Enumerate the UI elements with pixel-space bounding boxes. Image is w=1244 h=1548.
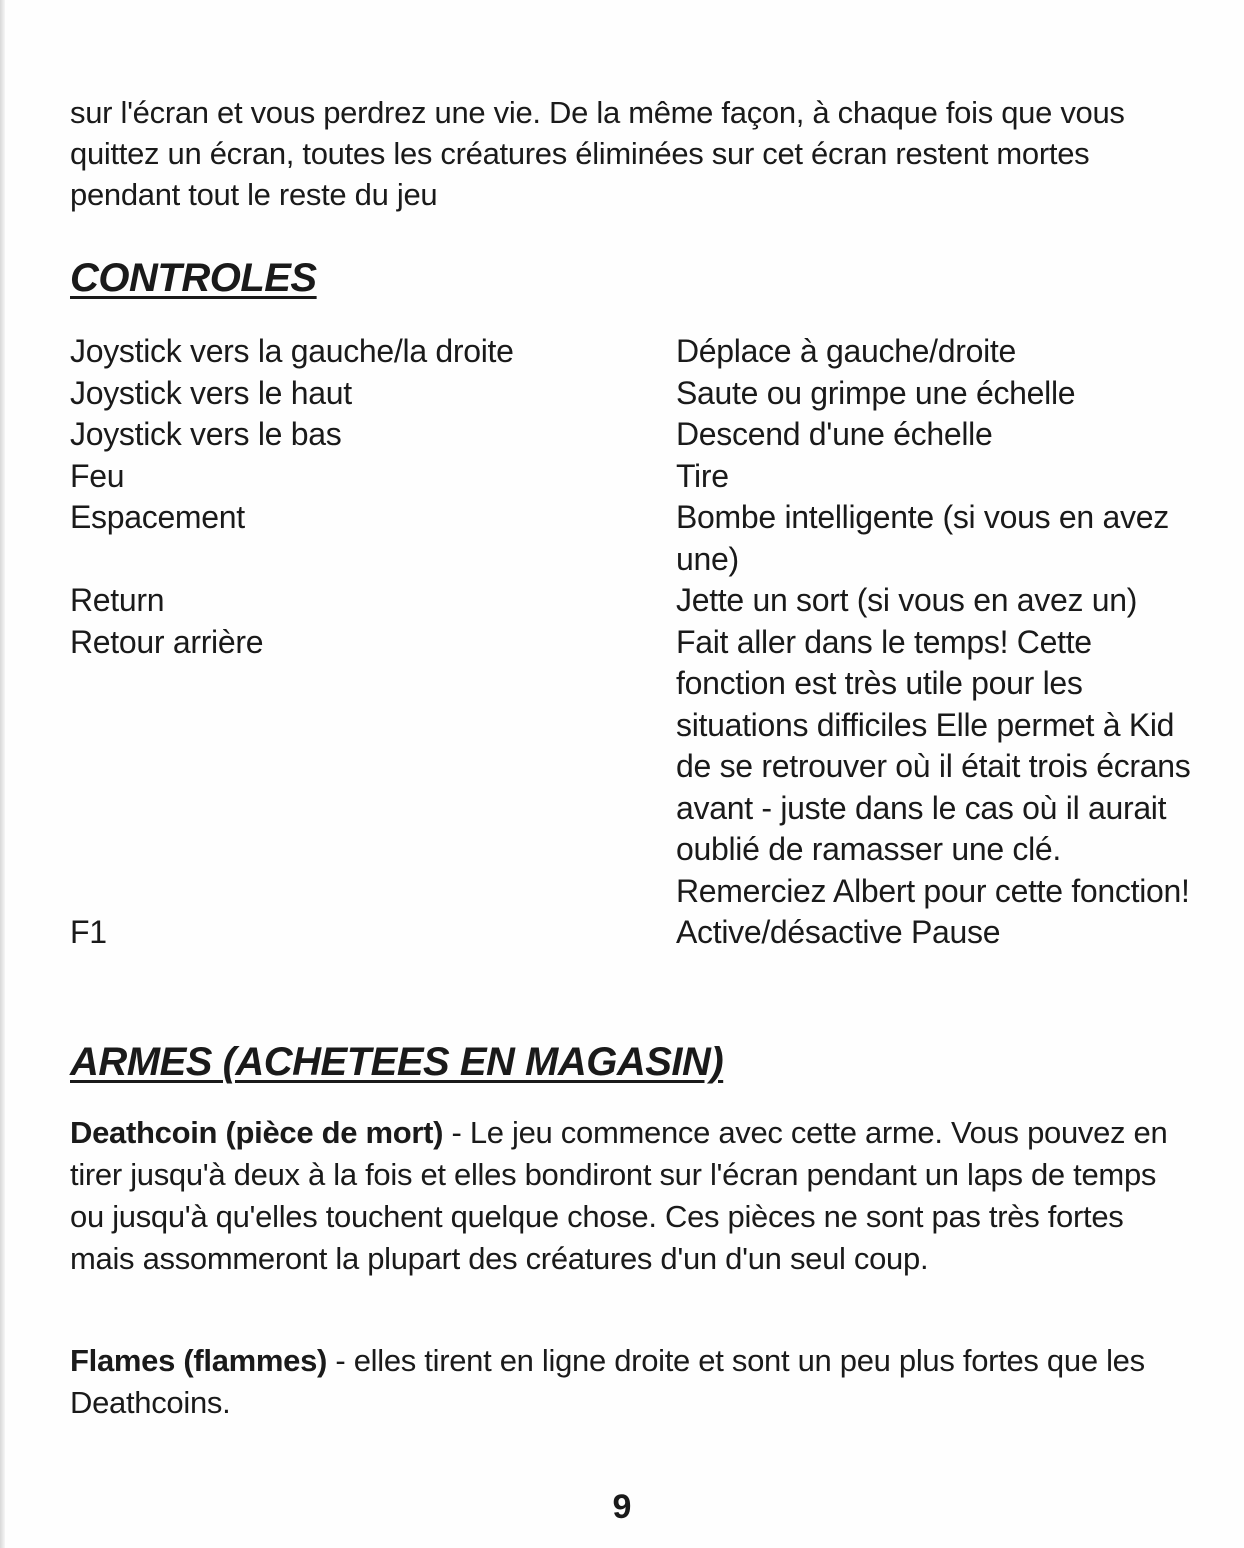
weapon-name: Flames (flammes) (70, 1343, 328, 1378)
control-row (70, 622, 1200, 913)
page-number: 9 (612, 1488, 632, 1526)
control-row (70, 912, 1200, 954)
control-row (70, 414, 1200, 456)
control-action: Fait aller dans le temps! Cette fonction est très utile pour les situations difficiles Elle permet à Kid de se retrouver où il était trois écrans avant - juste dans le cas où il aurait oublié de ramasser une clé. Remerciez Albert pour cette fonction! (676, 623, 1191, 909)
weapon-entry-flames (70, 1340, 1195, 1424)
control-row (70, 580, 1200, 622)
controls-heading: CONTROLES (70, 256, 317, 300)
control-action: Jette un sort (si vous en avez un) (676, 582, 1138, 618)
control-key: F1 (70, 914, 107, 950)
control-row (70, 331, 1200, 373)
control-key: Return (70, 582, 165, 618)
intro-paragraph: sur l'écran et vous perdrez une vie. De la même façon, à chaque fois que vous quittez un écran, toutes les créatures éliminées sur cet écran restent mortes pendant tout le reste du jeu (70, 95, 1125, 212)
control-key: Joystick vers le bas (70, 416, 342, 452)
control-row (70, 373, 1200, 415)
control-key: Joystick vers le haut (70, 374, 352, 411)
weapon-description: - elles tirent en ligne droite et sont un peu plus fortes que les Deathcoins. (70, 1343, 1145, 1420)
control-key: Retour arrière (70, 623, 264, 660)
control-action: Saute ou grimpe une échelle (676, 374, 1076, 411)
control-action: Tire (676, 457, 729, 494)
weapons-heading: ARMES (ACHETEES EN MAGASIN) (70, 1040, 724, 1084)
page-edge-shadow (0, 0, 5, 1548)
control-key: Espacement (70, 499, 245, 535)
control-action: Active/désactive Pause (676, 914, 1001, 950)
control-row (70, 497, 1200, 580)
controls-table (70, 331, 1200, 954)
weapon-name: Deathcoin (pièce de mort) (70, 1115, 444, 1150)
weapon-entry-deathcoin (70, 1112, 1195, 1280)
control-row (70, 456, 1200, 498)
control-key: Joystick vers la gauche/la droite (70, 333, 514, 369)
control-action: Descend d'une échelle (676, 416, 993, 452)
weapon-description: - Le jeu commence avec cette arme. Vous pouvez en tirer jusqu'à deux à la fois et elles bondiront sur l'écran pendant un laps de temps ou jusqu'à qu'elles touchent quelque chose. Ces pièces ne sont pas très fortes mais assommeront la plupart des créatures d'un d'un seul coup. (70, 1115, 1168, 1276)
control-key: Feu (70, 457, 125, 494)
control-action: Déplace à gauche/droite (676, 333, 1017, 369)
control-action: Bombe intelligente (si vous en avez une) (676, 499, 1169, 577)
